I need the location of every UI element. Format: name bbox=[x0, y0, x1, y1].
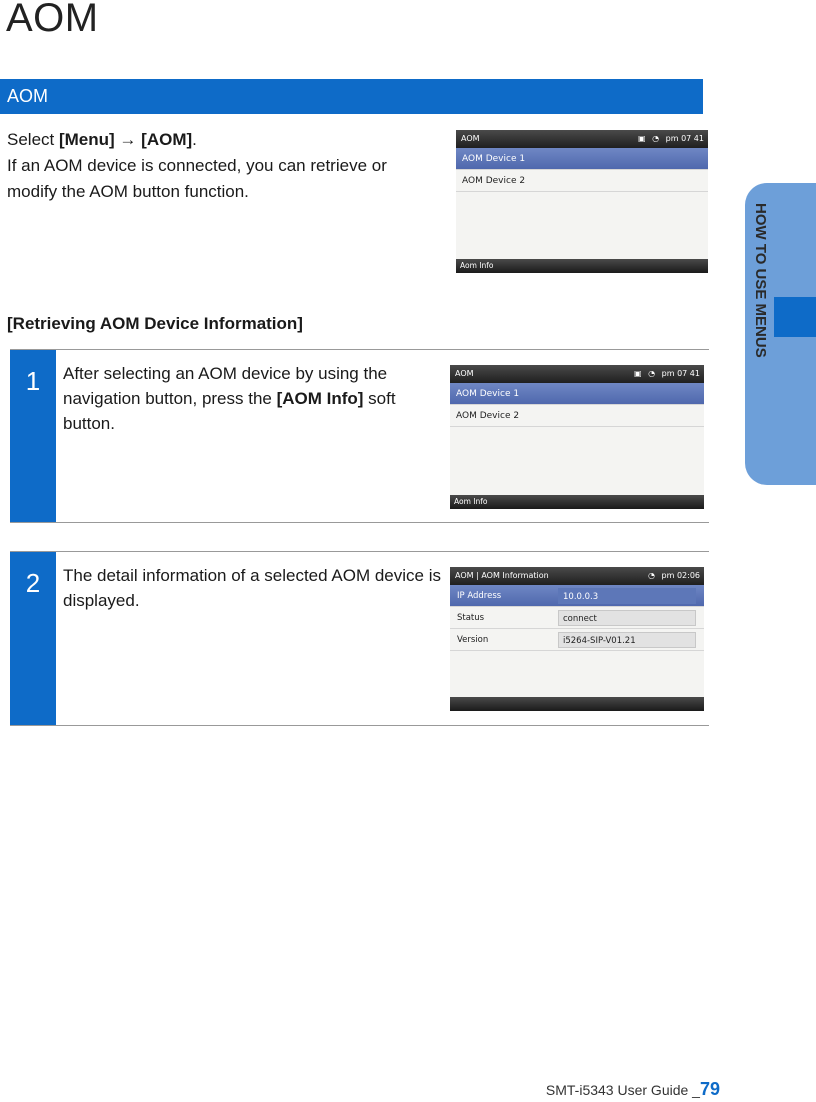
screen-title: AOM bbox=[461, 134, 480, 143]
wifi-icon: ◔ bbox=[648, 369, 656, 378]
aom-information-screenshot bbox=[450, 567, 704, 711]
info-label: Status bbox=[457, 613, 485, 623]
aom-info-softkey: Aom Info bbox=[456, 259, 708, 273]
softkey-bar bbox=[450, 697, 704, 711]
status-time: pm 02:06 bbox=[661, 571, 700, 580]
aom-list-screenshot bbox=[456, 130, 708, 273]
status-time: pm 07 41 bbox=[661, 369, 700, 378]
step-text-before: After selecting an AOM device by using the navigation button, press the bbox=[63, 364, 388, 408]
info-value: connect bbox=[558, 610, 696, 626]
status-bar bbox=[456, 130, 708, 148]
info-value: 10.0.0.3 bbox=[558, 588, 696, 604]
aom-list-screenshot bbox=[450, 365, 704, 509]
info-value: i5264-SIP-V01.21 bbox=[558, 632, 696, 648]
status-bar bbox=[450, 567, 704, 585]
info-row-version bbox=[450, 629, 704, 651]
section-header-bar: AOM bbox=[0, 79, 703, 114]
aom-device-item: AOM Device 2 bbox=[450, 405, 704, 427]
select-prefix: Select bbox=[7, 130, 59, 149]
guide-name: SMT-i5343 User Guide _ bbox=[545, 1082, 700, 1098]
step-text bbox=[63, 361, 443, 436]
subheading: [Retrieving AOM Device Information] bbox=[7, 314, 303, 333]
select-suffix: . bbox=[192, 130, 197, 149]
info-label: IP Address bbox=[457, 591, 502, 601]
wifi-icon: ◔ bbox=[652, 134, 660, 143]
page-number: 79 bbox=[699, 1079, 720, 1099]
contact-icon: ▣ bbox=[638, 134, 646, 143]
chapter-tab-label: HOW TO USE MENUS bbox=[752, 203, 769, 358]
info-row-ip-address bbox=[450, 585, 704, 607]
screen-title: AOM bbox=[455, 369, 474, 378]
aom-keyword: [AOM] bbox=[141, 130, 193, 149]
status-time: pm 07 41 bbox=[665, 134, 704, 143]
aom-device-item: AOM Device 1 bbox=[456, 148, 708, 170]
aom-device-item: AOM Device 1 bbox=[450, 383, 704, 405]
arrow-icon: → bbox=[114, 130, 142, 149]
wifi-icon: ◔ bbox=[648, 571, 655, 580]
aom-info-keyword: [AOM Info] bbox=[276, 389, 364, 408]
chapter-tab-marker bbox=[774, 297, 816, 337]
aom-info-softkey: Aom Info bbox=[450, 495, 704, 509]
menu-keyword: [Menu] bbox=[58, 130, 115, 149]
page-footer bbox=[546, 1079, 720, 1100]
page-title: AOM bbox=[6, 0, 99, 40]
info-row-status bbox=[450, 607, 704, 629]
aom-device-item: AOM Device 2 bbox=[456, 170, 708, 192]
step-number: 1 bbox=[10, 350, 56, 522]
status-bar bbox=[450, 365, 704, 383]
info-label: Version bbox=[457, 635, 489, 645]
intro-line-description: If an AOM device is connected, you can retrieve or modify the AOM button function. bbox=[7, 156, 387, 201]
step-text-after: soft button. bbox=[63, 389, 396, 433]
step-text: The detail information of a selected AOM device is displayed. bbox=[63, 566, 441, 610]
intro-line-select bbox=[7, 127, 437, 153]
intro-text bbox=[7, 127, 437, 205]
step-number: 2 bbox=[10, 552, 56, 725]
contact-icon: ▣ bbox=[634, 369, 642, 378]
screen-title: AOM | AOM Information bbox=[455, 571, 549, 580]
